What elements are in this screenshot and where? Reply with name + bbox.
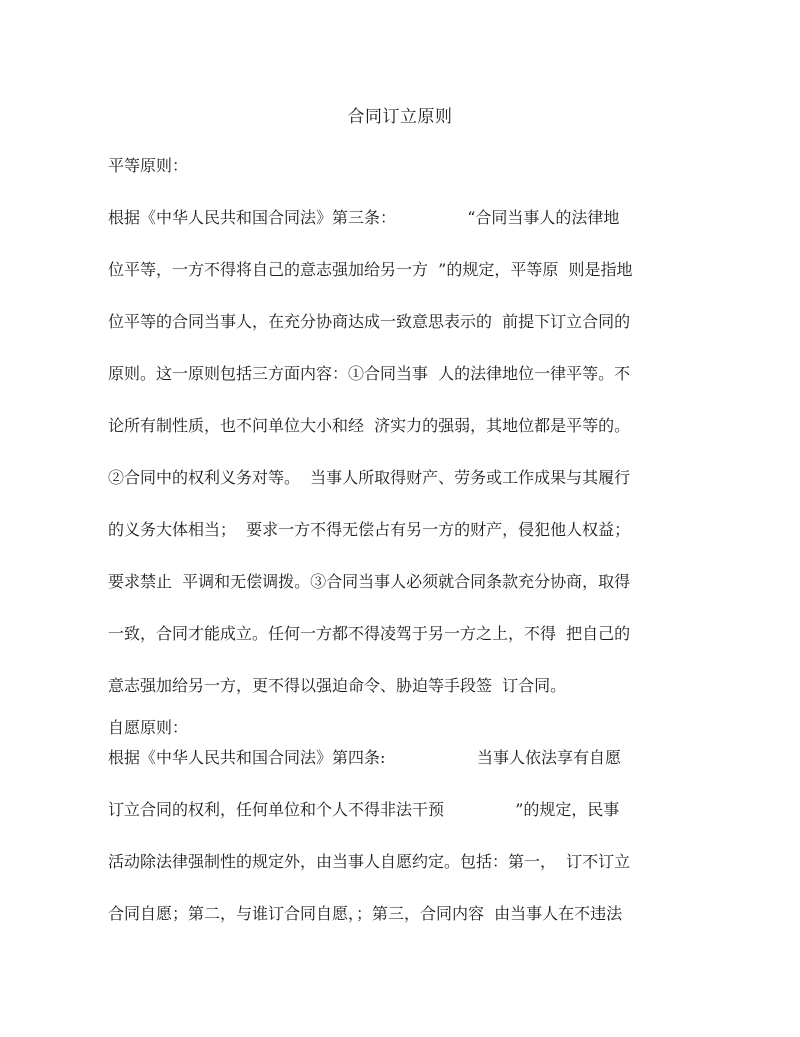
paragraph-line: 订立合同的权利，任何单位和个人不得非法干预 ”的规定，民事 — [108, 800, 620, 819]
section-heading-voluntary: 自愿原则： — [108, 718, 189, 737]
paragraph-line: 论所有制性质，也不问单位大小和经 济实力的强弱，其地位都是平等的。 — [108, 416, 631, 435]
paragraph-line: 活动除法律强制性的规定外，由当事人自愿约定。包括：第一， 订不订立 — [108, 852, 631, 871]
document-title: 合同订立原则 — [347, 107, 453, 127]
paragraph-line: 要求禁止 平调和无偿调拨。③合同当事人必须就合同条款充分协商，取得 — [108, 572, 631, 591]
paragraph-line: 意志强加给另一方，更不得以强迫命令、胁迫等手段签 订合同。 — [108, 676, 567, 695]
paragraph-line: 位平等，一方不得将自己的意志强加给另一方 ”的规定，平等原 则是指地 — [108, 260, 633, 279]
paragraph-line: 位平等的合同当事人，在充分协商达成一致意思表示的 前提下订立合同的 — [108, 312, 631, 331]
paragraph-line: 的义务大体相当； 要求一方不得无偿占有另一方的财产，侵犯他人权益； — [108, 520, 631, 539]
paragraph-line: ②合同中的权利义务对等。 当事人所取得财产、劳务或工作成果与其履行 — [108, 468, 631, 487]
paragraph-line: 原则。这一原则包括三方面内容：①合同当事 人的法律地位一律平等。不 — [108, 364, 631, 383]
paragraph-line: 根据《中华人民共和国合同法》第四条: 当事人依法享有自愿 — [108, 748, 621, 767]
paragraph-line: 合同自愿；第二，与谁订合同自愿，；第三，合同内容 由当事人在不违法 — [108, 904, 623, 923]
paragraph-line: 一致，合同才能成立。任何一方都不得凌驾于另一方之上，不得 把自己的 — [108, 624, 631, 643]
section-heading-equality: 平等原则： — [108, 156, 189, 175]
paragraph-line: 根据《中华人民共和国合同法》第三条： “合同当事人的法律地 — [108, 208, 620, 227]
